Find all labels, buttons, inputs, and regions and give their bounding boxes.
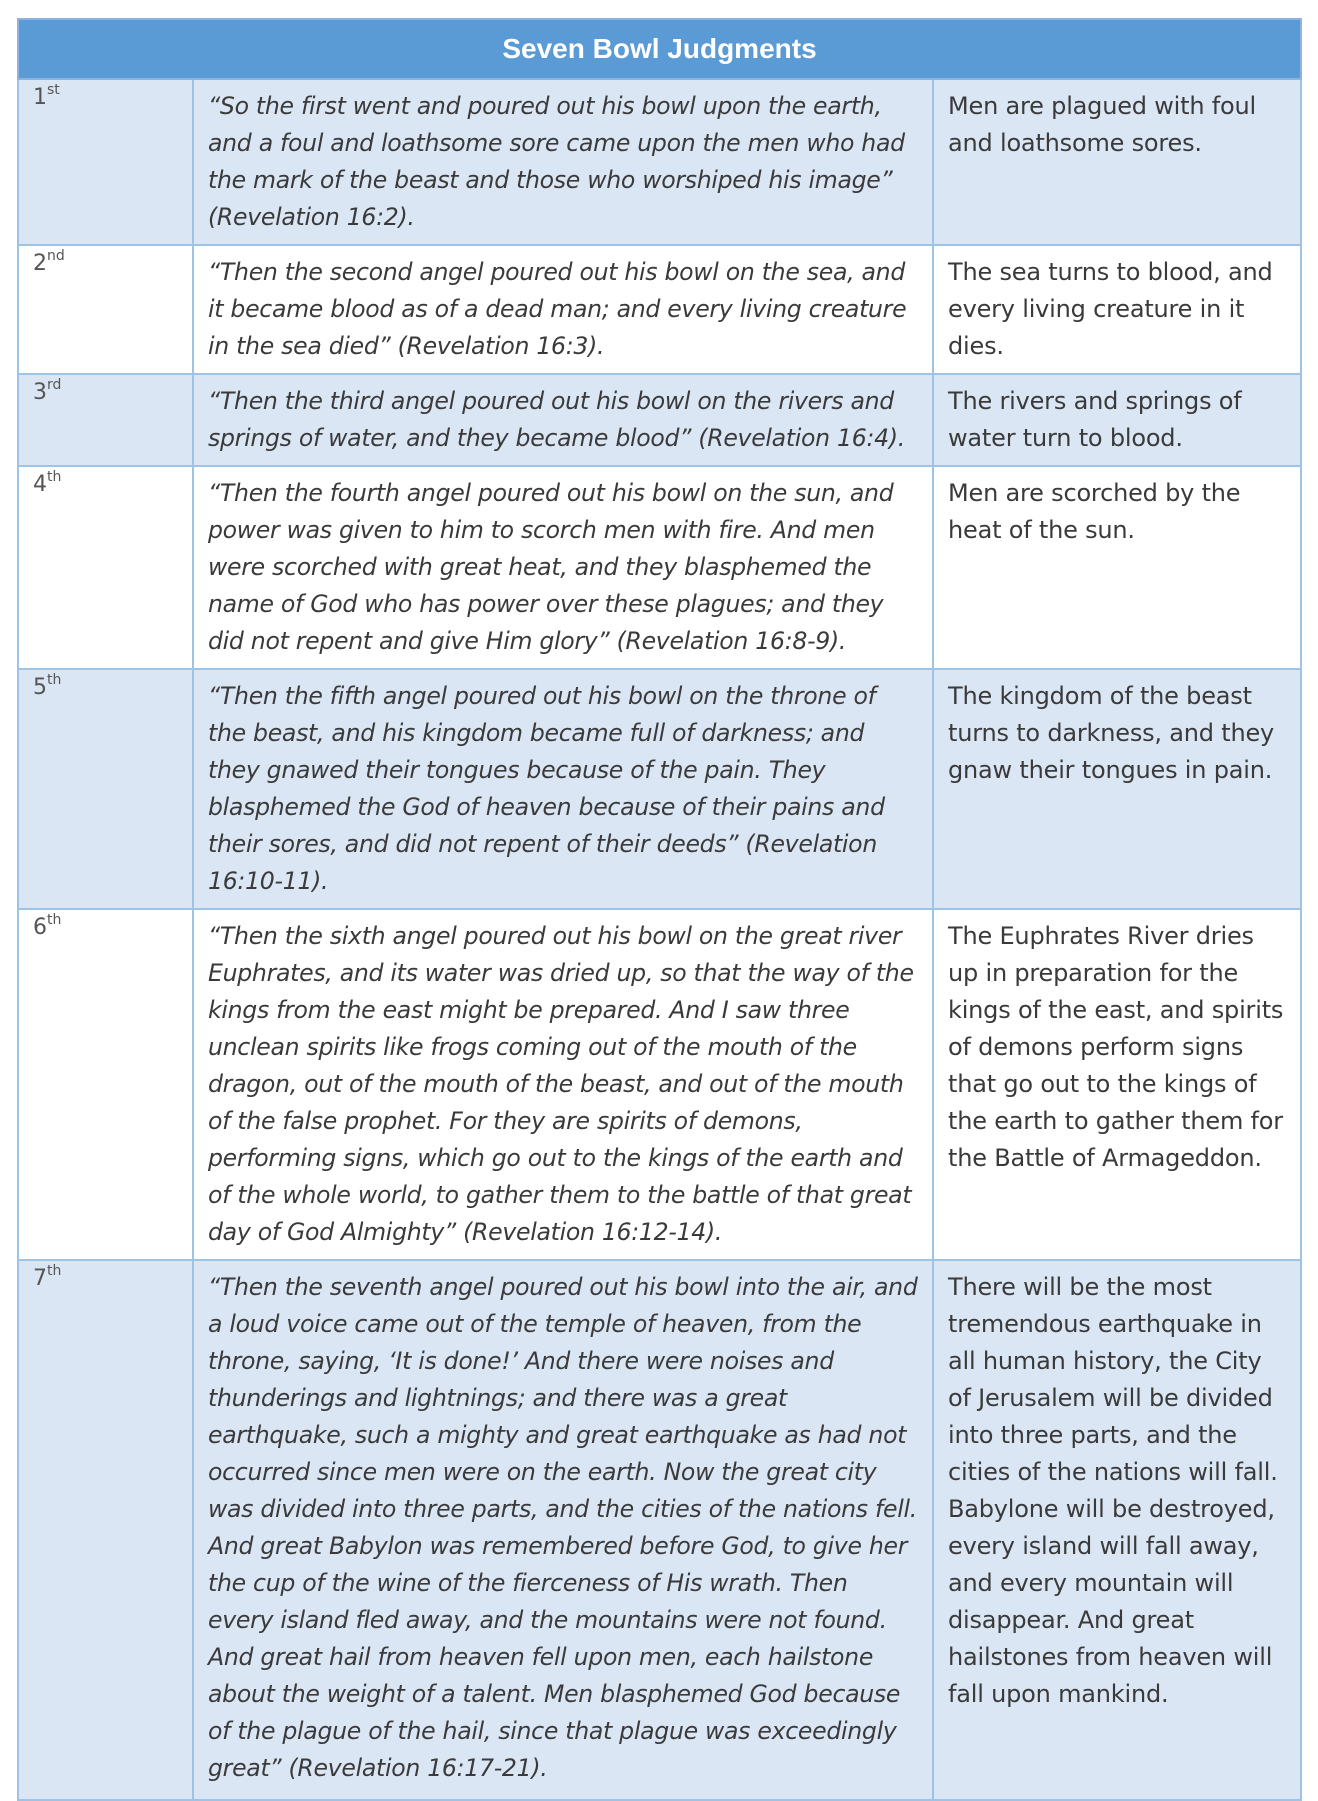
- table-row: [18, 245, 1301, 374]
- ordinal-number: 7: [33, 1266, 47, 1291]
- ordinal-suffix: th: [47, 469, 62, 485]
- scripture-quote: “Then the fifth angel poured out his bowl on the throne of the beast, and his kingdom became full of darkness; and they gnawed their tongues because of the pain. They blasphemed the God of heaven because of their pains and their sores, and did not repent of their deeds” (Revelation 16:10-11).: [193, 669, 933, 909]
- ordinal-number: 5: [33, 675, 47, 700]
- ordinal-suffix: th: [47, 672, 62, 688]
- judgment-summary: Men are plagued with foul and loathsome sores.: [933, 79, 1301, 245]
- ordinal-suffix: th: [47, 912, 62, 928]
- judgment-summary: The kingdom of the beast turns to darkness, and they gnaw their tongues in pain.: [933, 669, 1301, 909]
- scripture-quote: “Then the sixth angel poured out his bowl on the great river Euphrates, and its water was dried up, so that the way of the kings from the east might be prepared. And I saw three unclean spirits like frogs coming out of the mouth of the dragon, out of the mouth of the beast, and out of the mouth of the false prophet. For they are spirits of demons, performing signs, which go out to the kings of the earth and of the whole world, to gather them to the battle of that great day of God Almighty” (Revelation 16:12-14).: [193, 909, 933, 1260]
- ordinal-number: 2: [33, 251, 47, 276]
- row-ordinal: [18, 909, 193, 1260]
- row-ordinal: [18, 669, 193, 909]
- judgment-summary: The sea turns to blood, and every living creature in it dies.: [933, 245, 1301, 374]
- scripture-quote: “Then the second angel poured out his bowl on the sea, and it became blood as of a dead man; and every living creature in the sea died” (Revelation 16:3).: [193, 245, 933, 374]
- ordinal-suffix: st: [47, 82, 60, 98]
- row-ordinal: [18, 245, 193, 374]
- scripture-quote: “So the first went and poured out his bowl upon the earth, and a foul and loathsome sore came upon the men who had the mark of the beast and those who worshiped his image” (Revelation 16:2).: [193, 79, 933, 245]
- table-row: [18, 909, 1301, 1260]
- table-row: [18, 374, 1301, 466]
- table-title: Seven Bowl Judgments: [18, 19, 1301, 79]
- ordinal-suffix: nd: [47, 248, 65, 264]
- judgment-summary: There will be the most tremendous earthquake in all human history, the City of Jerusalem will be divided into three parts, and the cities of the nations will fall. Babylone will be destroyed, every island will fall away, and every mountain will disappear. And great hailstones from heaven will fall upon mankind.: [933, 1260, 1301, 1800]
- row-ordinal: [18, 374, 193, 466]
- scripture-quote: “Then the third angel poured out his bowl on the rivers and springs of water, and they became blood” (Revelation 16:4).: [193, 374, 933, 466]
- judgment-summary: The rivers and springs of water turn to blood.: [933, 374, 1301, 466]
- ordinal-number: 1: [33, 85, 47, 110]
- ordinal-number: 4: [33, 472, 47, 497]
- row-ordinal: [18, 1260, 193, 1800]
- row-ordinal: [18, 79, 193, 245]
- table-row: [18, 669, 1301, 909]
- table-row: [18, 79, 1301, 245]
- bowl-judgments-table: [17, 18, 1302, 1801]
- ordinal-suffix: th: [47, 1263, 62, 1279]
- title-row: [18, 19, 1301, 79]
- ordinal-number: 3: [33, 380, 47, 405]
- table-row: [18, 466, 1301, 669]
- judgment-summary: The Euphrates River dries up in preparation for the kings of the east, and spirits of demons perform signs that go out to the kings of the earth to gather them for the Battle of Armageddon.: [933, 909, 1301, 1260]
- table-row: [18, 1260, 1301, 1800]
- judgment-summary: Men are scorched by the heat of the sun.: [933, 466, 1301, 669]
- ordinal-number: 6: [33, 915, 47, 940]
- row-ordinal: [18, 466, 193, 669]
- scripture-quote: “Then the seventh angel poured out his bowl into the air, and a loud voice came out of the temple of heaven, from the throne, saying, ‘It is done!’ And there were noises and thunderings and lightnings; and there was a great earthquake, such a mighty and great earthquake as had not occurred since men were on the earth. Now the great city was divided into three parts, and the cities of the nations fell. And great Babylon was remembered before God, to give her the cup of the wine of the fierceness of His wrath. Then every island fled away, and the mountains were not found. And great hail from heaven fell upon men, each hailstone about the weight of a talent. Men blasphemed God because of the plague of the hail, since that plague was exceedingly great” (Revelation 16:17-21).: [193, 1260, 933, 1800]
- bowl-judgments-table-container: [17, 18, 1300, 1801]
- scripture-quote: “Then the fourth angel poured out his bowl on the sun, and power was given to him to scorch men with fire. And men were scorched with great heat, and they blasphemed the name of God who has power over these plagues; and they did not repent and give Him glory” (Revelation 16:8-9).: [193, 466, 933, 669]
- ordinal-suffix: rd: [47, 377, 62, 393]
